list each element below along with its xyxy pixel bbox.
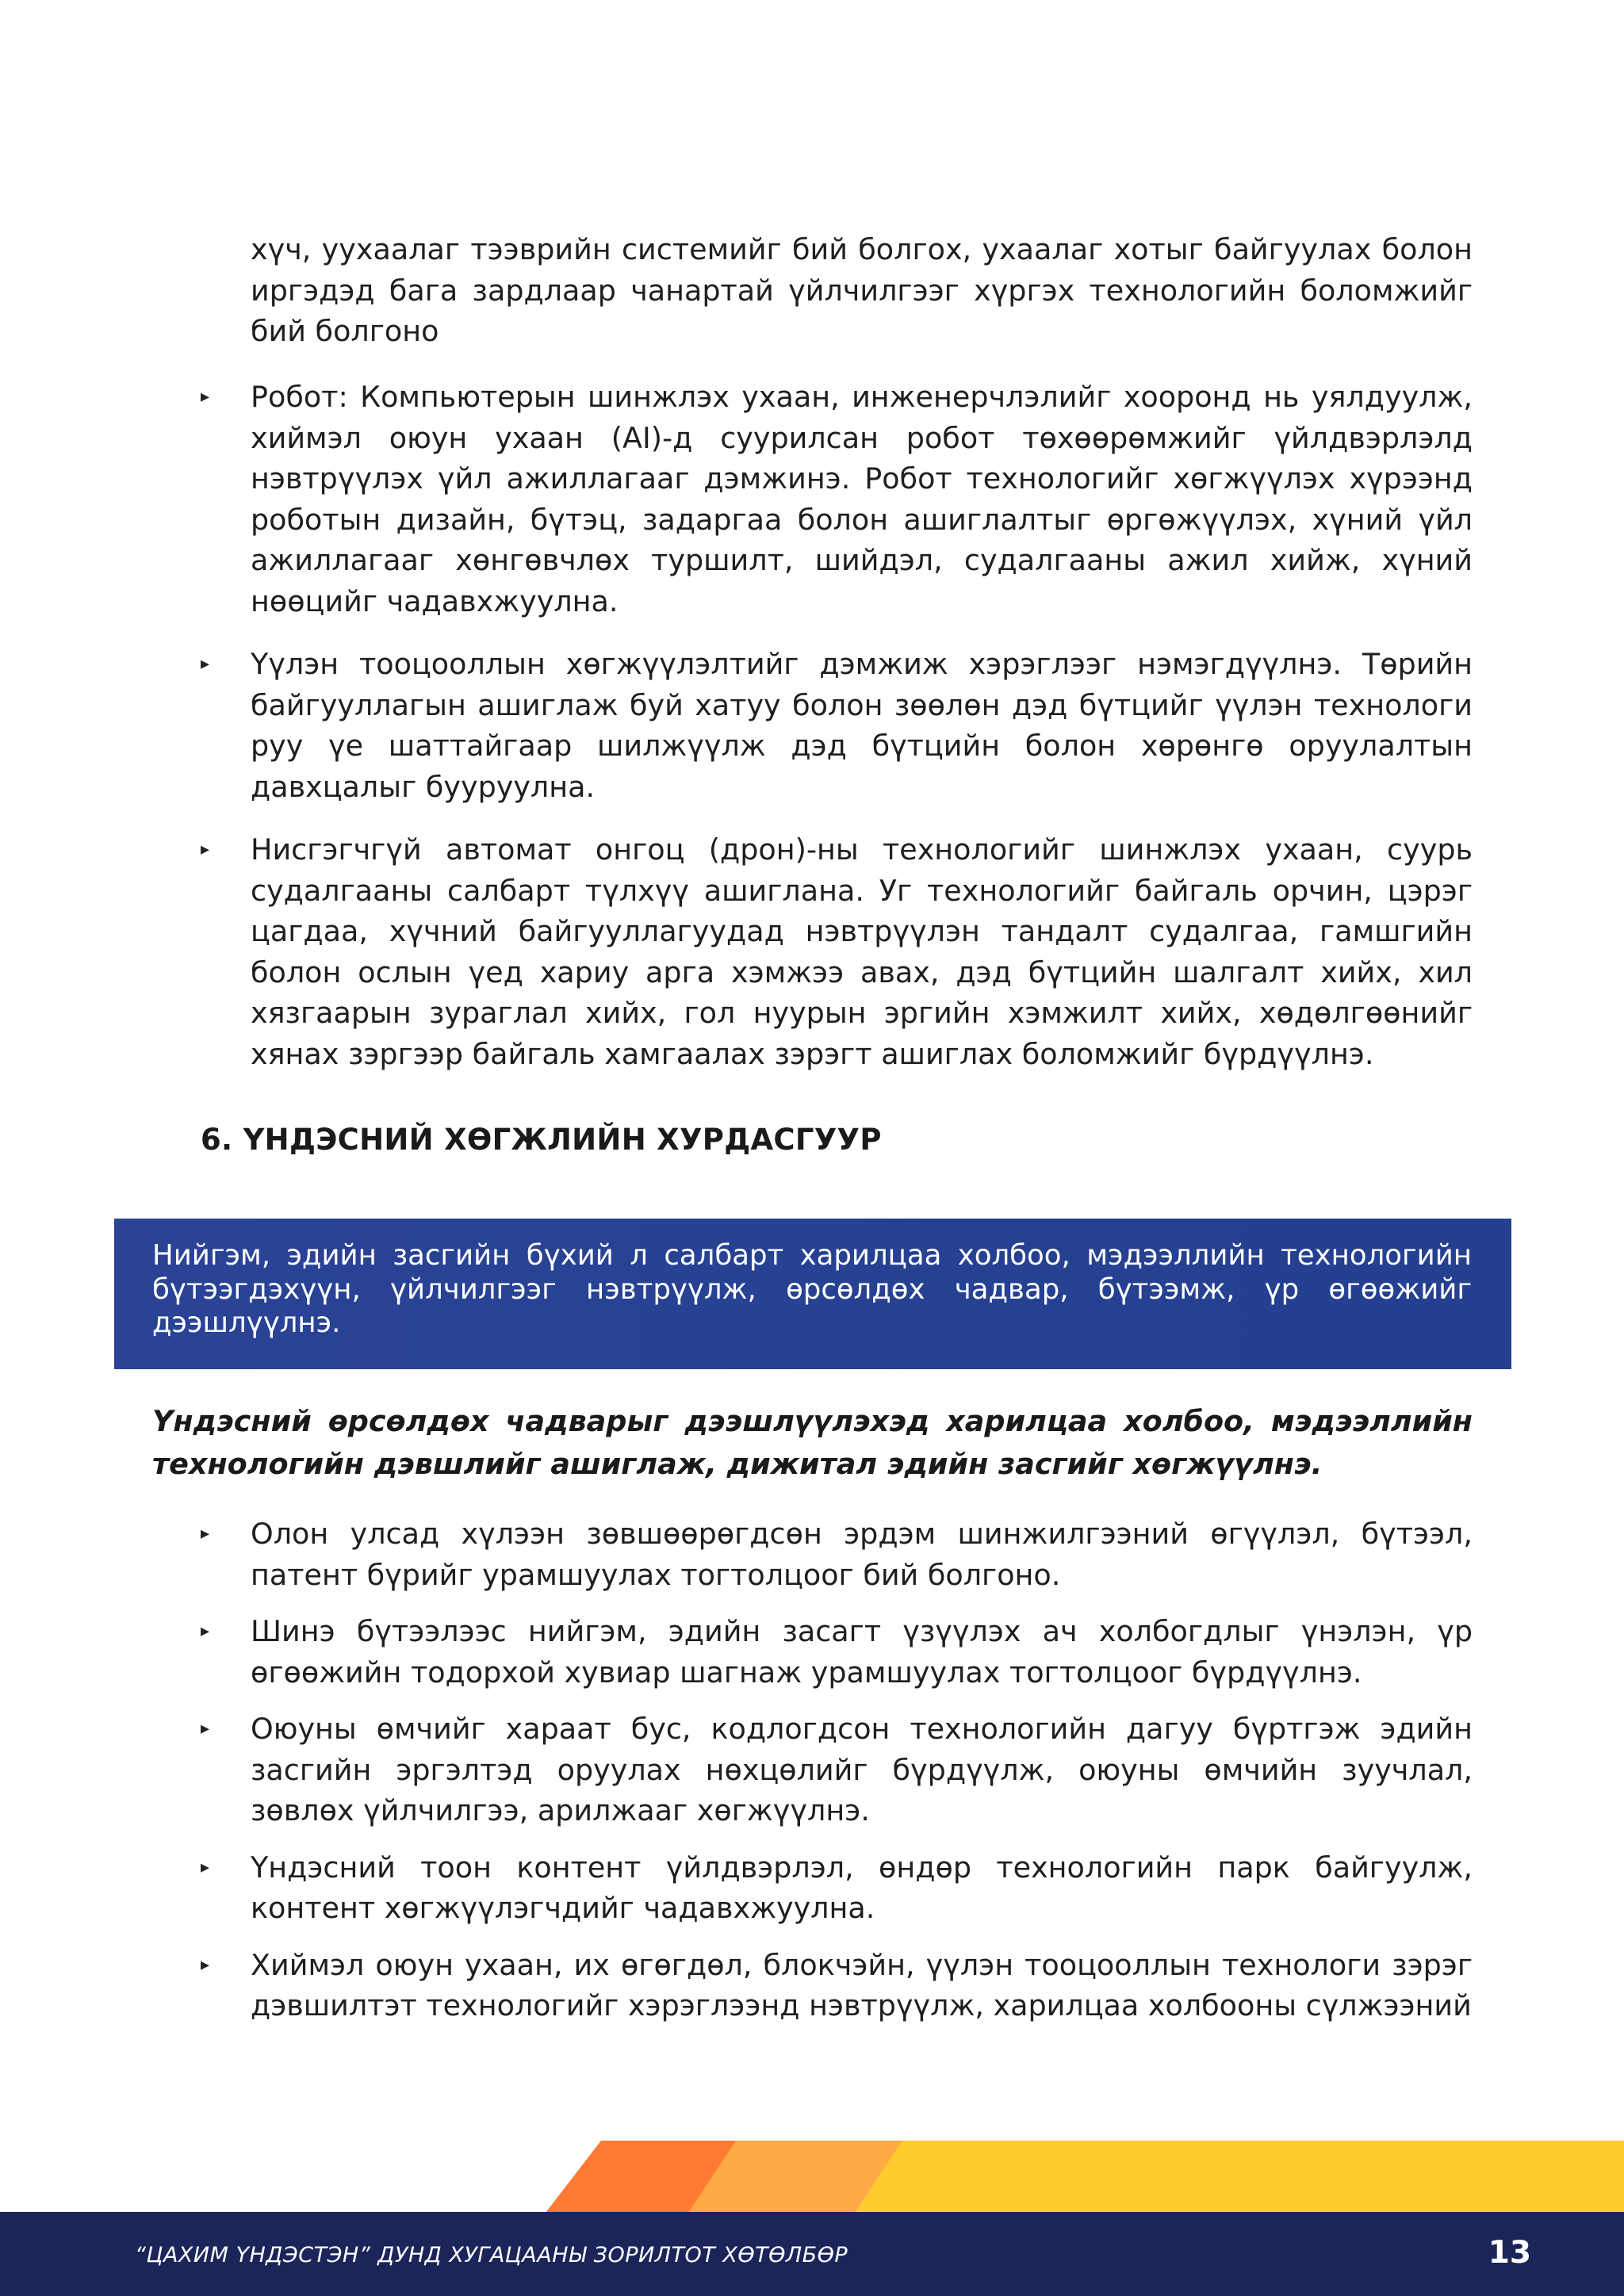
list-item-text: Үүлэн тооцооллын хөгжүүлэлтийг дэмжиж хэрэглээг нэмэгдүүлнэ. Төрийн байгууллагын ашиглаж буй хатуу болон зөөлөн дэд бүтцийг үүлэн технологи руу үе шаттайгаар шилжүүлж дэд бүтцийн болон хөрөнгө оруулалтын давхцалыг бууруулна. — [251, 647, 1473, 804]
triangle-bullet-icon: ▸ — [201, 1857, 210, 1877]
bullet-list-top — [0, 377, 1624, 1074]
list-item-text: Хиймэл оюун ухаан, их өгөгдөл, блокчэйн, үүлэн тооцооллын технологи зэрэг дэвшилтэт технологийг хэрэглээнд нэвтрүүлж, харилцаа холбооны сүлжээний — [251, 1947, 1473, 2022]
list-item — [201, 1945, 1473, 2026]
page-number: 13 — [1488, 2235, 1531, 2271]
list-item-text: Робот: Компьютерын шинжлэх ухаан, инженерчлэлийг хооронд нь уялдуулж, хиймэл оюун ухаан (AI)-д суурилсан робот төхөөрөмжийг үйлдвэрлэлд нэвтрүүлэх үйл ажиллагааг дэмжинэ. Робот технологийг хөгжүүлэх хүрээнд роботын дизайн, бүтэц, задаргаа болон ашиглалтыг өргөжүүлэх, хүний үйл ажиллагааг хөнгөвчлөх туршилт, шийдэл, судалгааны ажил хийж, хүний нөөцийг чадавхжуулна. — [251, 380, 1473, 618]
list-item — [201, 377, 1473, 622]
footer-stripes-decoration — [0, 2141, 1624, 2213]
list-item-text: Шинэ бүтээлээс нийгэм, эдийн засагт үзүүлэх ач холбогдлыг үнэлэн, үр өгөөжийн тодорхой хувиар шагнаж урамшуулах тогтолцоог бүрдүүлнэ. — [251, 1614, 1473, 1689]
list-item-text: Олон улсад хүлээн зөвшөөрөгдсөн эрдэм шинжилгээний өгүүлэл, бүтээл, патент бүрийг урамшуулах тогтолцоог бий болгоно. — [251, 1517, 1473, 1592]
triangle-bullet-icon: ▸ — [201, 840, 210, 859]
list-item — [201, 829, 1473, 1074]
list-item — [201, 1513, 1473, 1595]
list-item-text: Үндэсний тоон контент үйлдвэрлэл, өндөр технологийн парк байгуулж, контент хөгжүүлэгчдийг чадавхжуулна. — [251, 1850, 1473, 1925]
footer-title: “ЦАХИМ ҮНДЭСТЭН” ДУНД ХУГАЦААНЫ ЗОРИЛТОТ ХӨТӨЛБӨР — [135, 2243, 848, 2267]
triangle-bullet-icon: ▸ — [201, 654, 210, 674]
bullet-list-bottom — [0, 1513, 1624, 2026]
triangle-bullet-icon: ▸ — [201, 387, 210, 407]
section-heading: 6. ҮНДЭСНИЙ ХӨГЖЛИЙН ХУРДАСГУУР — [201, 1123, 882, 1157]
continuation-paragraph: хүч, уухаалаг тээврийн системийг бий болгох, ухаалаг хотыг байгуулах болон иргэдэд бага зардлаар чанартай үйлчилгээг хүргэх технологийн боломжийг бий болгоно — [251, 232, 1473, 348]
list-item — [201, 1847, 1473, 1929]
triangle-bullet-icon: ▸ — [201, 1954, 210, 1975]
list-item — [201, 1611, 1473, 1693]
stripe-yellow — [847, 2141, 1624, 2213]
lead-statement: Үндэсний өрсөлдөх чадварыг дээшлүүлэхэд харилцаа холбоо, мэдээллийн технологийн дэвшлийг ашиглаж, дижитал эдийн засгийг хөгжүүлнэ. — [152, 1404, 1473, 1481]
callout-text: Нийгэм, эдийн засгийн бүхий л салбарт харилцаа холбоо, мэдээллийн технологийн бүтээгдэхүүн, үйлчилгээг нэвтрүүлж, өрсөлдөх чадвар, бүтээмж, үр өгөөжийг дээшлүүлнэ. — [152, 1239, 1472, 1339]
list-item — [201, 644, 1473, 807]
triangle-bullet-icon: ▸ — [201, 1719, 210, 1739]
list-item-text: Оюуны өмчийг хараат бус, кодлогдсон технологийн дагуу бүртгэж эдийн засгийн эргэлтэд оруулах нөхцөлийг бүрдүүлж, оюуны өмчийн зуучлал, зөвлөх үйлчилгээ, арилжааг хөгжүүлнэ. — [251, 1712, 1473, 1827]
list-item-text: Нисгэгчгүй автомат онгоц (дрон)-ны технологийг шинжлэх ухаан, суурь судалгааны салбарт түлхүү ашиглана. Уг технологийг байгаль орчин, цэрэг цагдаа, хүчний байгууллагуудад нэвтрүүлэн тандалт судалгаа, гамшгийн болон ослын үед хариу арга хэмжээ авах, дэд бүтцийн шалгалт хийх, хил хязгаарын зураглал хийх, гол нуурын эргийн хэмжилт хийх, хөдөлгөөнийг хянах зэргээр байгаль хамгаалах зэрэгт ашиглах боломжийг бүрдүүлнэ. — [251, 832, 1473, 1071]
highlight-callout — [114, 1219, 1511, 1369]
list-item — [201, 1709, 1473, 1831]
triangle-bullet-icon: ▸ — [201, 1621, 210, 1641]
triangle-bullet-icon: ▸ — [201, 1524, 210, 1544]
